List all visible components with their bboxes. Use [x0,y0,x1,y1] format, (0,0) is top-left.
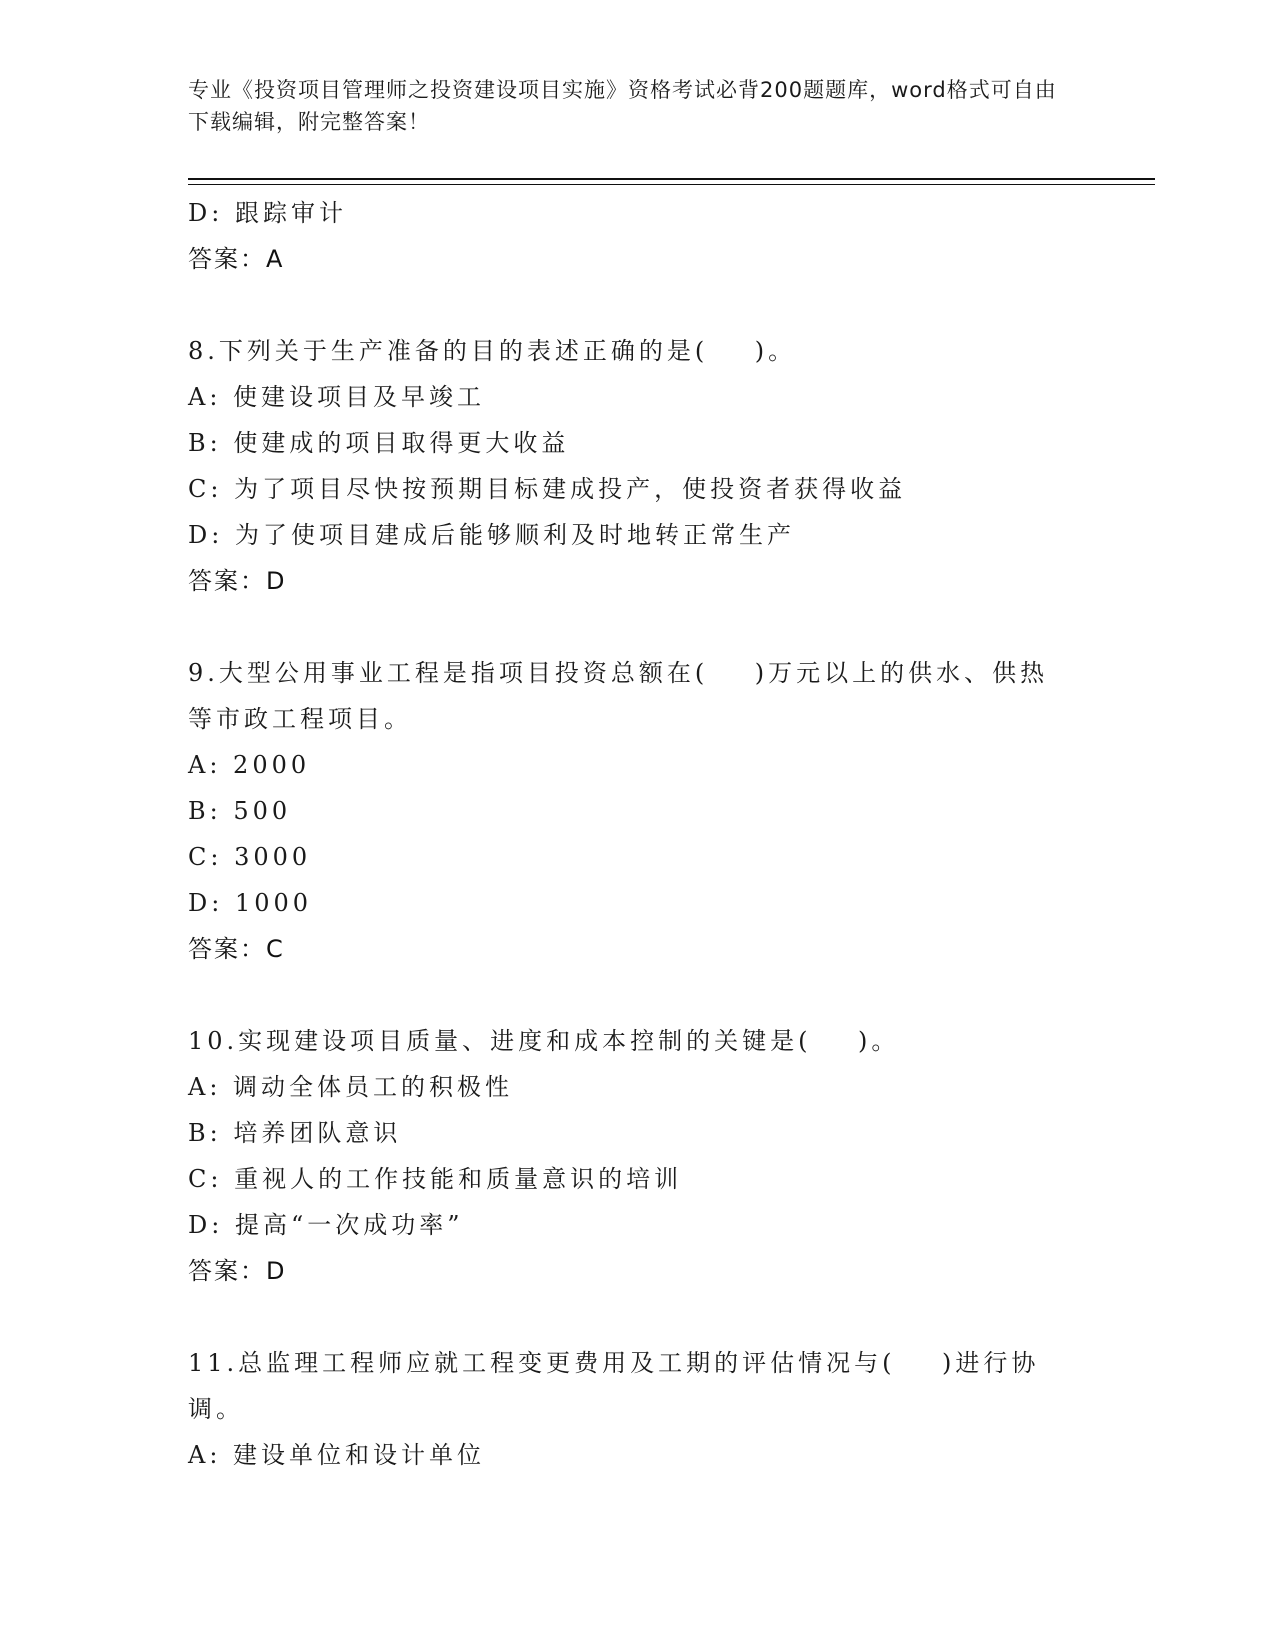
question-11 [188,1340,1068,1478]
spacer [188,972,1068,1018]
option-b: B: 500 [188,797,292,825]
question-list [188,190,1068,1478]
option-a: A: 使建设项目及早竣工 [188,383,486,411]
question-stem: 10.实现建设项目质量、进度和成本控制的关键是( )。 [188,1027,900,1055]
prev-option-d: D: 跟踪审计 [188,199,347,227]
question-stem: 8.下列关于生产准备的目的表述正确的是( )。 [188,337,797,365]
question-10 [188,1018,1068,1294]
document-header: 专业《投资项目管理师之投资建设项目实施》资格考试必背200题题库，word格式可自由下载编辑，附完整答案！ [188,78,1057,134]
option-d: D: 提高“一次成功率” [188,1211,464,1239]
option-a: A: 2000 [188,751,311,779]
header-rule-thick [188,178,1155,180]
answer: 答案：C [188,935,285,963]
option-a: A: 调动全体员工的积极性 [188,1073,514,1101]
spacer [188,282,1068,328]
option-b: B: 使建成的项目取得更大收益 [188,429,570,457]
option-a: A: 建设单位和设计单位 [188,1441,486,1469]
prev-answer: 答案：A [188,245,285,273]
option-c: C: 为了项目尽快按预期目标建成投产，使投资者获得收益 [188,475,907,503]
spacer [188,1294,1068,1340]
question-stem: 9.大型公用事业工程是指项目投资总额在( )万元以上的供水、供热等市政工程项目。 [188,659,1049,733]
option-c: C: 3000 [188,843,312,871]
question-stem: 11.总监理工程师应就工程变更费用及工期的评估情况与( )进行协调。 [188,1349,1040,1423]
question-9 [188,650,1068,972]
option-d: D: 1000 [188,889,313,917]
question-8 [188,328,1068,604]
header-rule-thin [188,184,1155,185]
spacer [188,604,1068,650]
answer: 答案：D [188,567,287,595]
option-c: C: 重视人的工作技能和质量意识的培训 [188,1165,683,1193]
option-d: D: 为了使项目建成后能够顺利及时地转正常生产 [188,521,795,549]
option-b: B: 培养团队意识 [188,1119,402,1147]
answer: 答案：D [188,1257,287,1285]
